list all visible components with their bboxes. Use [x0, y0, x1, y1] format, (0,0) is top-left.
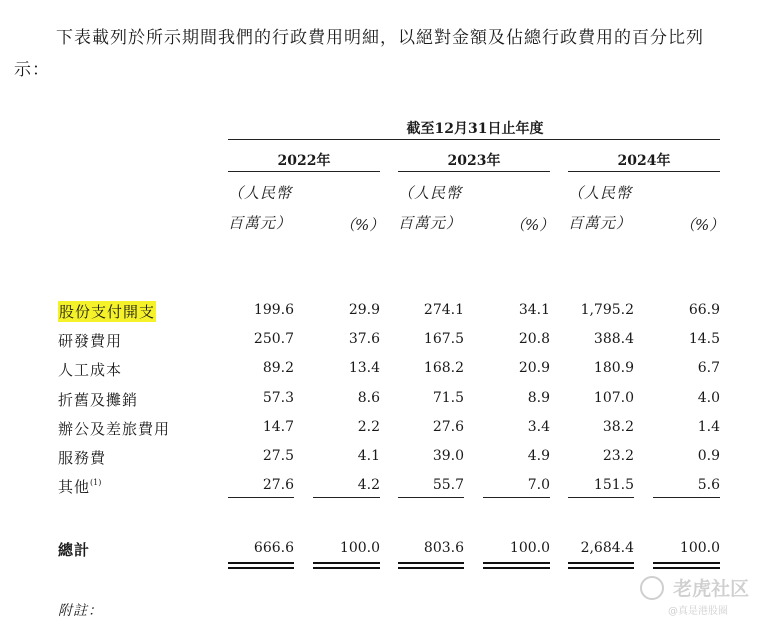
- row-label: [58, 447, 106, 468]
- total-double-rule-4: [483, 562, 550, 569]
- subtotal-rule-3: [398, 497, 464, 498]
- table-cell: 27.6: [432, 418, 464, 435]
- row-label: [58, 301, 156, 322]
- table-cell: 6.7: [697, 360, 720, 377]
- row-label-text: 研發費用: [58, 332, 123, 351]
- total-cell: 666.6: [253, 540, 294, 556]
- table-cell: 274.1: [423, 302, 464, 318]
- table-cell: 71.5: [432, 389, 464, 406]
- period-header-rule: [228, 139, 720, 140]
- table-cell: 34.1: [518, 302, 550, 318]
- year-rule-2024: [568, 171, 720, 172]
- watermark-name: 老虎社区: [673, 578, 750, 600]
- table-cell: 1.4: [697, 418, 720, 435]
- total-double-rule-5: [568, 562, 634, 569]
- table-cell: 8.9: [527, 389, 550, 406]
- year-rule-2022: [228, 171, 380, 172]
- subtotal-rule-4: [483, 497, 550, 498]
- table-cell: 168.2: [423, 360, 464, 377]
- pct-header-2022: （%）: [340, 216, 385, 234]
- unit-line2: 百萬元）: [568, 214, 633, 232]
- total-cell: 100.0: [509, 540, 550, 556]
- subtotal-rule-1: [228, 497, 294, 498]
- table-cell: 37.6: [348, 331, 380, 348]
- unit-header-2023: [398, 178, 462, 238]
- table-cell: 27.6: [262, 477, 294, 494]
- table-cell: 4.0: [697, 389, 720, 406]
- table-cell: 4.2: [357, 477, 380, 494]
- table-cell: 167.5: [423, 331, 464, 348]
- unit-header-2024: [568, 178, 632, 238]
- row-label: [58, 330, 122, 351]
- unit-line2: 百萬元）: [398, 214, 463, 232]
- table-cell: 2.2: [357, 418, 380, 435]
- total-cell: 2,684.4: [580, 540, 634, 556]
- period-header: 截至12月31日止年度: [406, 121, 544, 137]
- total-label: 總計: [58, 541, 91, 559]
- subtotal-rule-6: [653, 497, 720, 498]
- note-label: 附註：: [58, 603, 103, 619]
- subtotal-rule-2: [313, 497, 380, 498]
- table-cell: 0.9: [697, 448, 720, 464]
- table-cell: 66.9: [688, 302, 720, 318]
- row-label-text: 折舊及攤銷: [58, 390, 139, 409]
- total-cell: 100.0: [339, 540, 380, 556]
- pct-header-2023: （%）: [510, 216, 555, 234]
- table-cell: 57.3: [262, 389, 294, 406]
- row-label: [58, 476, 101, 497]
- unit-line2: 百萬元）: [228, 214, 293, 232]
- table-cell: 23.2: [602, 448, 634, 464]
- table-cell: 388.4: [593, 331, 634, 348]
- table-cell: 107.0: [593, 389, 634, 406]
- table-cell: 8.6: [357, 389, 380, 406]
- unit-header-2022: [228, 178, 292, 238]
- table-cell: 38.2: [602, 418, 634, 435]
- table-cell: 39.0: [432, 448, 464, 464]
- watermark-sub: @真是港股圈: [668, 606, 728, 617]
- table-cell: 20.8: [518, 331, 550, 348]
- table-cell: 7.0: [527, 477, 550, 494]
- table-cell: 89.2: [262, 360, 294, 377]
- total-cell: 803.6: [423, 540, 464, 556]
- row-label: [58, 389, 138, 410]
- table-cell: 14.5: [688, 331, 720, 348]
- year-header-2023: 2023年: [447, 153, 501, 169]
- total-double-rule-2: [313, 562, 380, 569]
- total-double-rule-6: [653, 562, 720, 569]
- pct-header-2024: （%）: [680, 216, 725, 234]
- table-cell: 55.7: [432, 477, 464, 494]
- table-cell: 1,795.2: [580, 302, 634, 318]
- intro-paragraph: 下表載列於所示期間我們的行政費用明細，以絕對金額及佔總行政費用的百分比列示：: [14, 28, 704, 80]
- total-double-rule-1: [228, 562, 294, 569]
- unit-line1: （人民幣: [228, 184, 293, 202]
- footnote-marker: (1): [90, 478, 102, 488]
- unit-line1: （人民幣: [568, 184, 633, 202]
- row-label-text: 服務費: [58, 449, 107, 467]
- subtotal-rule-5: [568, 497, 634, 498]
- year-header-2024: 2024年: [617, 153, 671, 169]
- table-cell: 4.9: [527, 448, 550, 464]
- row-label: [58, 418, 170, 439]
- table-cell: 199.6: [253, 302, 294, 318]
- row-label-text: 人工成本: [58, 361, 123, 380]
- row-label-text: 其他: [58, 478, 91, 497]
- table-cell: 29.9: [348, 302, 380, 318]
- table-cell: 5.6: [697, 477, 720, 494]
- table-cell: 20.9: [518, 360, 550, 377]
- table-cell: 180.9: [593, 360, 634, 377]
- table-cell: 27.5: [262, 448, 294, 464]
- watermark: [640, 574, 750, 617]
- year-rule-2023: [398, 171, 550, 172]
- total-cell: 100.0: [679, 540, 720, 556]
- table-cell: 4.1: [357, 448, 380, 464]
- table-cell: 151.5: [593, 477, 634, 494]
- unit-line1: （人民幣: [398, 184, 463, 202]
- table-cell: 13.4: [348, 360, 380, 377]
- row-label-text: 辦公及差旅費用: [58, 419, 171, 438]
- year-header-2022: 2022年: [277, 153, 331, 169]
- table-cell: 14.7: [262, 418, 294, 435]
- total-double-rule-3: [398, 562, 464, 569]
- table-cell: 3.4: [527, 418, 550, 435]
- tiger-logo-icon: [640, 576, 664, 600]
- table-cell: 250.7: [253, 331, 294, 348]
- row-label: [58, 359, 122, 380]
- row-label-text: 股份支付開支: [59, 303, 156, 321]
